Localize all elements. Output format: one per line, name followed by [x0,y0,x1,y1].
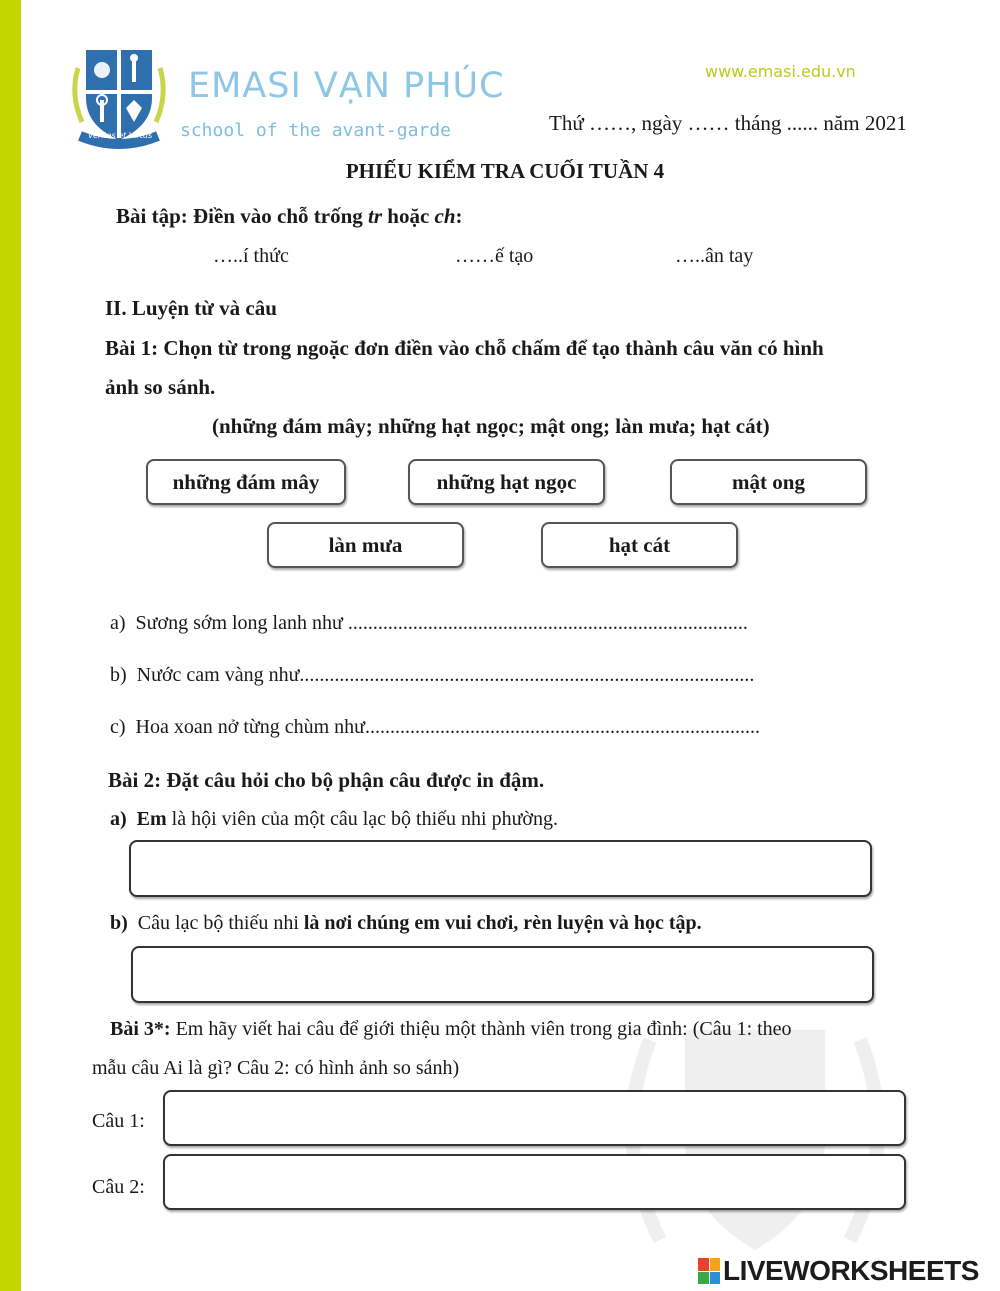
bai2-a-answer-input[interactable] [129,840,872,897]
fill-blank-item: ……ế tạo [455,245,534,267]
school-website: www.emasi.edu.vn [705,62,856,81]
word-box[interactable]: làn mưa [267,522,464,568]
sentence-drop-zone[interactable]: Hoa xoan nở từng chùm như............................................................................... [135,716,760,738]
bai1-prompt-line1: Bài 1: Chọn từ trong ngoặc đơn điền vào chỗ chấm để tạo thành câu văn có hình [105,336,824,360]
bai1-options-text: (những đám mây; những hạt ngọc; mật ong; làn mưa; hạt cát) [212,414,770,438]
liveworksheets-brand: LIVEWORKSHEETS [723,1255,979,1286]
school-name: EMASI VẠN PHÚC [188,66,505,106]
date-line: Thứ ……, ngày …… tháng ...... năm 2021 [549,111,907,135]
bai1-prompt-line2: ảnh so sánh. [105,375,216,399]
word-box[interactable]: hạt cát [541,522,738,568]
bai3-prompt-line2: mẫu câu Ai là gì? Câu 2: có hình ảnh so sánh) [92,1057,460,1079]
fill-blank-item: …..í thức [213,245,289,267]
sentence-a: a) Sương sớm long lanh như ................................................................................ [110,612,748,634]
accent-side-bar [0,0,21,1291]
bai2-prompt: Bài 2: Đặt câu hỏi cho bộ phận câu được in đậm. [108,768,545,792]
cau1-answer-input[interactable] [163,1090,906,1146]
cau2-label: Câu 2: [92,1176,145,1198]
liveworksheets-logo [698,1255,979,1287]
cau1-label: Câu 1: [92,1110,145,1132]
cau2-answer-input[interactable] [163,1154,906,1210]
sentence-drop-zone[interactable]: Sương sớm long lanh như ................................................................................ [135,612,748,634]
liveworksheets-icon [698,1258,720,1284]
fill-blank-item: …..ân tay [675,245,754,267]
logo-motto: Veritas et Virtus [88,131,153,140]
word-box[interactable]: những hạt ngọc [408,459,605,505]
word-box[interactable]: mật ong [670,459,867,505]
bai2-b-answer-input[interactable] [131,946,874,1003]
sentence-b: b) Nước cam vàng như........................................................................................... [110,664,755,686]
school-tagline: school of the avant-garde [180,120,451,141]
section-heading: II. Luyện từ và câu [105,296,277,320]
exercise-intro-heading: Bài tập: Điền vào chỗ trống tr hoặc ch: [116,204,463,228]
bai2-a-sentence: a) Em là hội viên của một câu lạc bộ thiếu nhi phường. [110,808,558,830]
bai3-prompt-line1: Bài 3*: Em hãy viết hai câu để giới thiệu một thành viên trong gia đình: (Câu 1: theo [110,1018,792,1040]
page-title: PHIẾU KIỂM TRA CUỐI TUẦN 4 [345,159,665,183]
bai2-b-sentence: b) Câu lạc bộ thiếu nhi là nơi chúng em vui chơi, rèn luyện và học tập. [110,912,702,934]
sentence-c: c) Hoa xoan nở từng chùm như............................................................................... [110,716,760,738]
sentence-drop-zone[interactable]: Nước cam vàng như........................................................................................... [136,664,755,686]
word-box[interactable]: những đám mây [146,459,346,505]
